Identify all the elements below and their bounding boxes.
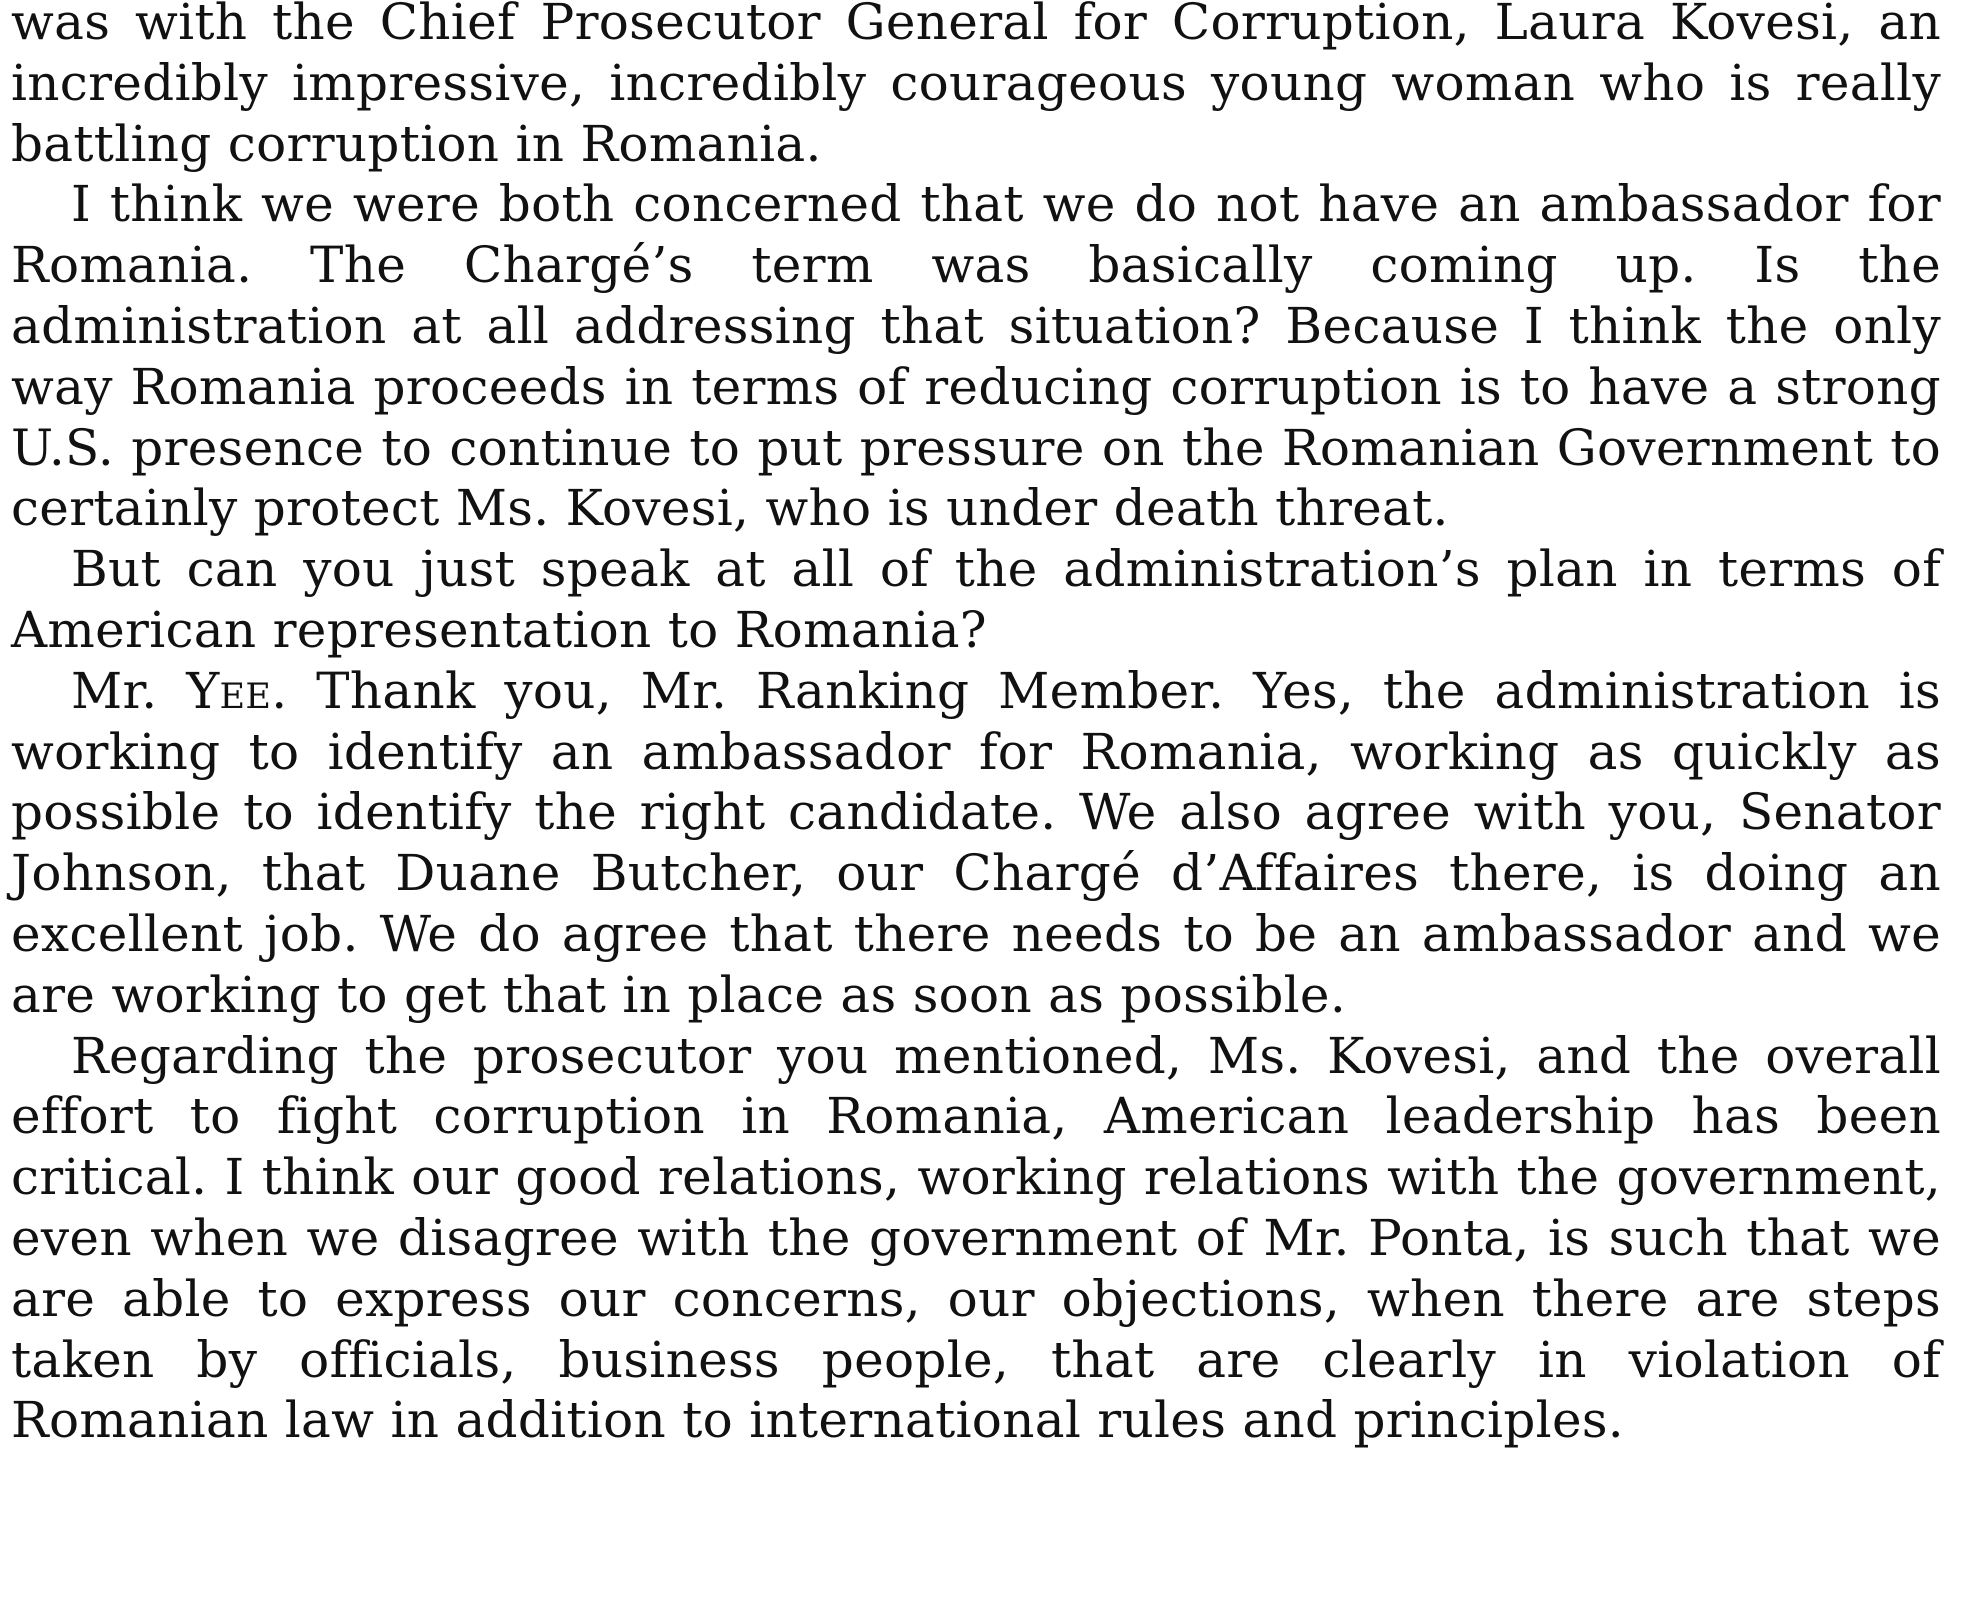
paragraph-ambassador-concern: I think we were both concerned that we do not have an ambassador for Romania. The Chargé’s term was basically coming up. Is the administration at all addressing that situation? Because I think the only way Romania proceeds in terms of reducing corruption is to have a strong U.S. presence to continue to put pressure on the Romanian Government to certainly protect Ms. Kovesi, who is under death threat. — [11, 175, 1941, 538]
speaker-prefix: Mr. — [71, 661, 187, 720]
paragraph-yee-response — [11, 661, 1941, 1026]
response-text: . Thank you, Mr. Ranking Member. Yes, the administration is working to identify an ambassador for Romania, working as quickly as possible to identify the right candidate. We also agree with you, Senator Johnson, that Duane Butcher, our Chargé d’Affaires there, is doing an excellent job. We do agree that there needs to be an ambassador and we are working to get that in place as soon as possible. — [11, 661, 1941, 1024]
speaker-name: Yee — [186, 661, 272, 720]
transcript-body — [11, 0, 1941, 1451]
paragraph-prosecutor: Regarding the prosecutor you mentioned, Ms. Kovesi, and the overall effort to fight corruption in Romania, American leadership has been critical. I think our good relations, working relations with the government, even when we disagree with the government of Mr. Ponta, is such that we are able to express our concerns, our objections, when there are steps taken by officials, business people, that are clearly in violation of Romanian law in addition to international rules and principles. — [11, 1026, 1941, 1450]
paragraph-question: But can you just speak at all of the administration’s plan in terms of American representation to Romania? — [11, 540, 1941, 659]
paragraph-continuation: was with the Chief Prosecutor General for Corruption, Laura Kovesi, an incredibly impressive, incredibly courageous young woman who is really battling corruption in Romania. — [11, 0, 1941, 173]
